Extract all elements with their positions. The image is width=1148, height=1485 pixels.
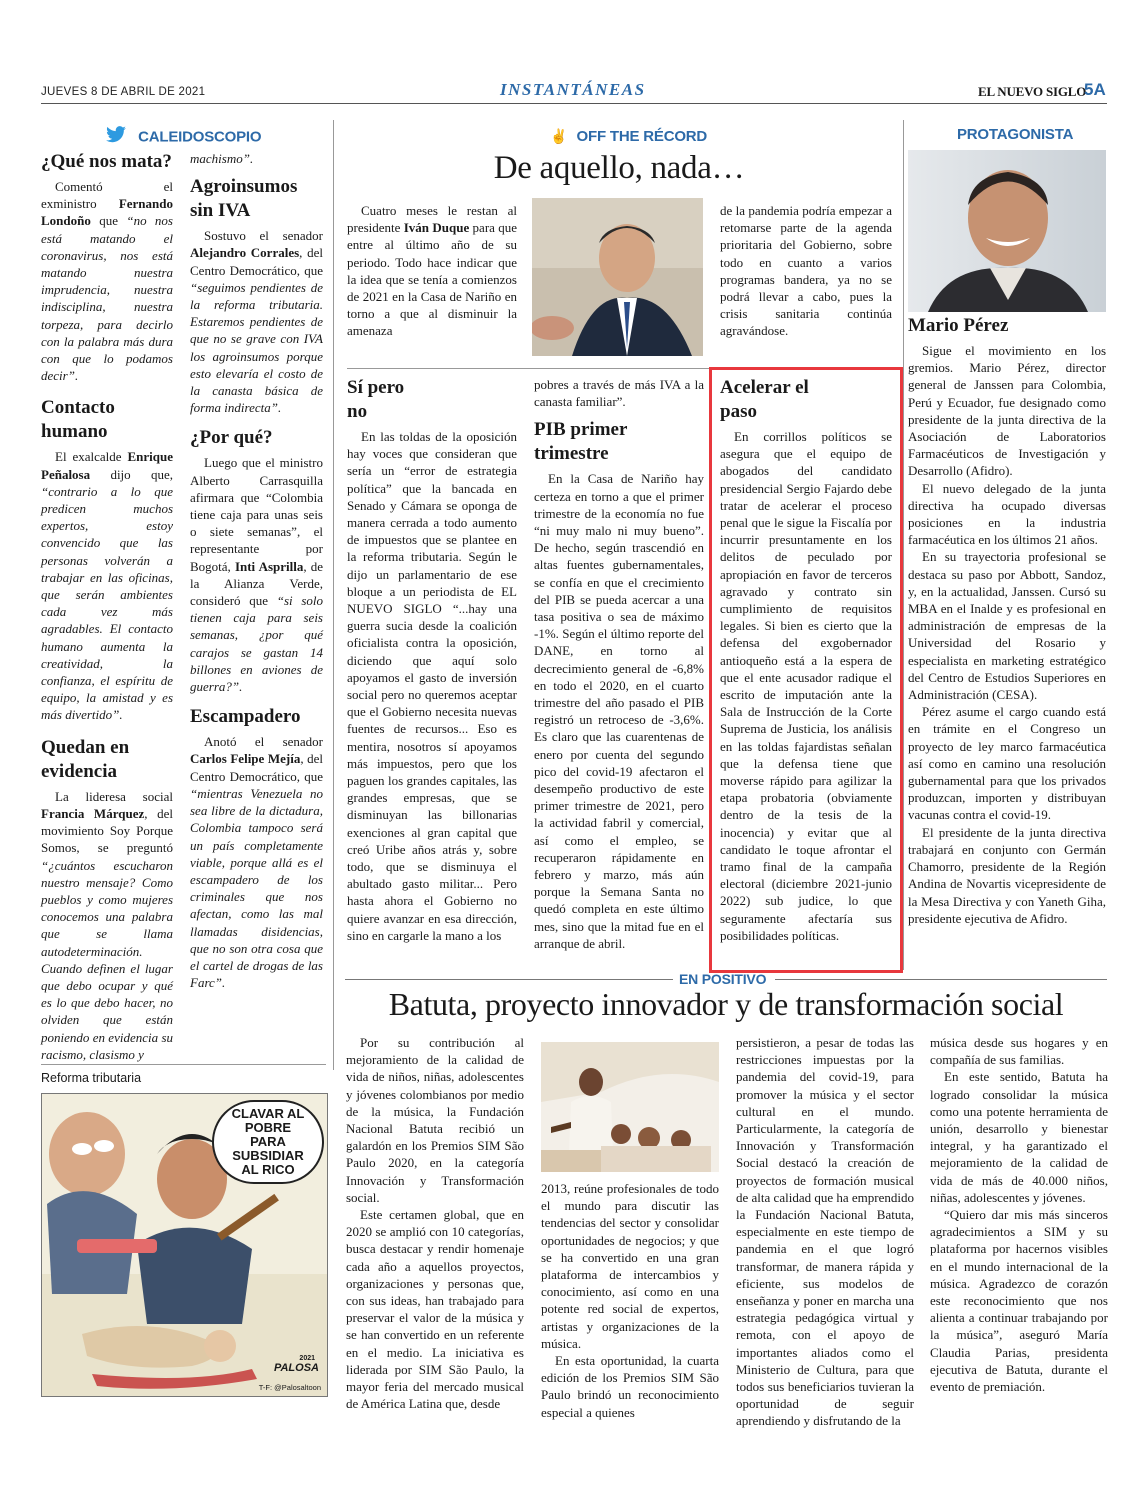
section-masthead: INSTANTÁNEAS xyxy=(500,80,646,99)
item-title: Contacto humano xyxy=(41,397,115,443)
offrecord-col3: de la pandemia podría empezar a retomarse parte de la agenda prioritaria del Gobierno, sobre todo en cuanto a varios programas bandera, ya no se podrá llevar a cabo, pues la crisis sanitaria continúa agravándose. xyxy=(720,203,892,339)
item-text: La lideresa social Francia Márquez, del movimiento Soy Porque Somos, se preguntó “¿cuántos escucharon nuestro mensaje? Como pueblos y como mujeres conocemos una palabra que se llama autodeterminación. Cuando definen el lugar que debo ocupar y qué es lo que debo hacer, no olviden que están poniendo en evidencia su racismo, clasismo y xyxy=(41,788,173,1062)
caleidoscopio-col-b xyxy=(190,150,323,991)
cartoon-signature: PALOSA xyxy=(273,1362,319,1374)
header-date: JUEVES 8 DE ABRIL DE 2021 xyxy=(41,86,206,98)
batuta-col1: Por su contribución al mejoramiento de la calidad de vida de niños, niñas, adolescentes y jóvenes colombianos por medio de la música, la Fundación Nacional Batuta recibió un galardón en los Premios SIM São Paulo 2020, en la categoría Innovación y Transformación social. Este certamen global, que en 2020 se amplió con 10 categorías, busca destacar y rendir homenaje cada año a aquellos proyectos, organizaciones y personas que, con sus ideas, han trabajado para preservar el valor de la música y se han convertido en un referente en el medio. La iniciativa es liderada por SIM São Paulo, la mayor feria del mercado musical de América Latina que, desde xyxy=(346,1035,524,1412)
pib-pretext: pobres a través de más IVA a la canasta familiar”. xyxy=(534,377,704,410)
divider-left xyxy=(333,120,334,1070)
offrecord-label xyxy=(550,126,707,145)
acelerar-title: Acelerar el paso xyxy=(720,377,809,422)
acelerar-text: En corrillos políticos se asegura que el equipo de abogados del candidato presidencial Sergio Fajardo debe tratar de acelerar el proceso penal que le sigue la Fiscalía por incurrir presuntamente en los delitos de peculado por apropiación en favor de terceros agravado y contrato sin cumplimiento de requisitos legales. Si bien es cierto que la defensa del exgobernador antioqueño está a la espera de que el ente acusador radique el escrito de imputación ante la Sala de Instrucción de la Corte Suprema de Justicia, los análisis en las toldas fajardistas señalan que la defensa tiene que moverse rápido para agilizar la etapa probatoria (obviamente dentro de la tesis de la inocencia) y evitar que al candidato le toque afrontar el tramo final de la campaña electoral (diciembre 2021-junio 2022) sub judice, lo que seguramente afectaría sus posibilidades políticas. xyxy=(720,429,892,943)
enpositivo-rule-left xyxy=(345,979,673,980)
batuta-col2: 2013, reúne profesionales de todo el mundo para discutir las tendencias del sector y consolidar oportunidades de negocios; y que se ha convertido en una gran plataforma de intercambios y conocimiento, así como en una potente red social de expertos, artistas y organizaciones de la música. En esta oportunidad, la cuarta edición de los Premios SIM São Paulo brindó un reconocimiento especial a quienes xyxy=(541,1181,719,1420)
si-pero-no xyxy=(347,376,517,944)
acelerar-block xyxy=(720,376,892,944)
enpositivo-headline: Batuta, proyecto innovador y de transformación social xyxy=(388,986,1064,1022)
item-title: ¿Qué nos mata? xyxy=(41,151,172,172)
page-number: 5A xyxy=(1084,80,1106,99)
batuta-col4: música desde sus hogares y en compañía de sus familias. En este sentido, Batuta ha logrado consolidar la música como una potente herramienta de unión, desarrollo y bienestar integral, y ha garantizado el mejoramiento de la calidad de vida de más de 40.000 niños, niñas, adolescentes y jóvenes. “Quiero dar mis más sinceros agradecimientos a SIM y su plataforma por hacernos visibles en el mundo internacional de la música. Agradezco de corazón este reconocimiento que nos alienta a continuar trabajando por la música”, aseguró María Claudia Parias, presidenta ejecutiva de Batuta, durante el evento de premiación. xyxy=(930,1035,1108,1395)
offrecord-label-text: OFF THE RÉCORD xyxy=(576,128,708,145)
item-title: Escampadero xyxy=(190,706,301,728)
mario-perez-photo xyxy=(908,150,1106,312)
twitter-icon xyxy=(105,126,127,148)
hand-icon: ✌ xyxy=(550,129,568,145)
si-pero-text: En las toldas de la oposición hay voces que consideran que sería un “error de estrategia política” que la bancada en Senado y Cámara se oponga de manera cerrada a todo aumento de impuestos que se plantee en la reforma tributaria. Según le dijo un parlamentario de ese bloque a un periodista de EL NUEVO SIGLO “...hay una guerra sucia desde la coalición oficialista contra la oposición, diciendo que aquí solo apoyamos el gasto de inversión social pero no queremos aceptar que el Gobierno necesita nuevas fuentes de recursos... Eso es mentira, nosotros sí apoyamos más impuestos, pero que los paguen los grandes capitales, las grandes empresas, que se disminuyan las billonarias exenciones al gran capital que creó Uribe años atrás y, sobre todo, que se disminuya el abultado gasto militar... Pero hasta ahora el Gobierno no quiere avanzar en esa dirección, sino en cargarle la mano a los xyxy=(347,429,517,943)
cartoon-rule xyxy=(41,1064,326,1065)
paper-name: EL NUEVO SIGLO xyxy=(978,84,1087,99)
divider-right xyxy=(903,120,904,970)
cartoon-caption: Reforma tributaria xyxy=(41,1071,142,1085)
enpositivo-rule-right xyxy=(775,979,1107,980)
item-text: Luego que el ministro Alberto Carrasquilla afirmara que “Colombia tiene caja para unas seis o siete semanas”, el representante por Bogotá, Inti Asprilla, de la Alianza Verde, consideró que “si solo tienen caja para seis semanas, ¿por qué carajos se gastan 14 billones en aviones de guerra?”. xyxy=(190,455,323,695)
speech-bubble-text: CLAVAR AL POBRE PARA SUBSIDIAR AL RICO xyxy=(231,1106,305,1177)
offrecord-col1: Cuatro meses le restan al presidente Iván Duque para que entre al último año de su periodo. Todo hace indicar que la idea que se tenía a comienzos de 2021 en la Casa de Nariño en torno a que al disminuir la amenaza xyxy=(347,203,518,339)
item-text: Anotó el senador Carlos Felipe Mejía, del Centro Democrático, que “mientras Venezuela no sea libre de la dictadura, Colombia tampoco será un país completamente viable, porque allá es el escampadero de los criminales que nos afectan, como las mal llamadas disidencias, que no son otra cosa que el cartel de drogas de las Farc”. xyxy=(190,734,323,991)
item-title: Agroinsumos sin IVA xyxy=(190,176,298,222)
item-text: Comentó el exministro Fernando Londoño que “no nos está matando el coronavirus, nos está matando nuestra imprudencia, nuestra indisciplina, nuestra torpeza, para decirlo con la palabra más dura con que lo podamos decir”. xyxy=(41,179,173,384)
caleidoscopio-col-a xyxy=(41,150,173,1063)
caleidoscopio-label-text: CALEIDOSCOPIO xyxy=(138,128,262,146)
header-rule xyxy=(41,103,1107,104)
item-continuation: machismo”. xyxy=(190,151,254,166)
cartoon-year: 2021 xyxy=(299,1355,315,1362)
speech-bubble xyxy=(212,1100,324,1184)
pib-text: En la Casa de Nariño hay certeza en torno a que el primer trimestre de la economía no fue “ni muy malo ni muy bueno”. De hecho, según trascendió en altas fuentes gubernamentales, se confía en que el crecimiento del PIB se pueda acercar a una tasa positiva o sea de máximo -1%. Según el último reporte del DANE, en torno al decrecimiento general de -6,8% en todo el 2020, en el cuarto trimestre del año pasado el PIB registró un retroceso de -3,6%. Es claro que las cuarentenas de enero por cuenta del segundo pico del covid-19 afectaron el desempeño productivo de este primer trimestre de 2021, pero la actividad fabril y comercial, así como el empleo, se recuperaron rápidamente en febrero y marzo, más aún porque la Semana Santa no quedó completa en este último mes, sino que la mitad fue en el arranque de abril. xyxy=(534,471,704,951)
item-title: ¿Por qué? xyxy=(190,427,273,449)
protagonista-text: Sigue el movimiento en los gremios. Mario Pérez, director general de Janssen para Colombia, Perú y Ecuador, fue designado como presidente de la junta directiva de la Asociación de Laboratorios Farmacéuticos de Investigación y Desarrollo (Afidro). El nuevo delegado de la junta directiva ha ocupado diversas posiciones en la industria farmacéutica en los últimos 21 años. En su trayectoria profesional se destaca su paso por Abbott, Sandoz, y, en la actualidad, Janssen. Cursó su MBA en el Inalde y es profesional en administración de empresas de la Universidad del Rosario y especialista en marketing estratégico del Centro de Estudios Superiores en Administración (CESA). Pérez asume el cargo cuando está en trámite en el Congreso un proyecto de ley marco farmacéutica así como en camino una resolución gubernamental para que los privados produzcan, importen y distribuyan vacunas contra el covid-19. El presidente de la junta directiva trabajará en conjunto con Germán Chamorro, presidente de la Región Andina de Novartis vicepresidente de la Mesa Directiva y con Yaneth Giha, presidente ejecutiva de Afidro. xyxy=(908,343,1106,926)
duque-photo xyxy=(532,198,703,356)
item-title: Quedan en evidencia xyxy=(41,736,130,782)
protagonista-label: PROTAGONISTA xyxy=(957,126,1074,143)
batuta-col3: persistieron, a pesar de todas las restricciones impuestas por la pandemia del covid-19, para promover la música y el sector cultural en el mundo. Particularmente, la categoría de Innovación y Transformación Social destacó la creación de proyectos de formación musical de alta calidad que ha emprendido la Fundación Nacional Batuta, especialmente en este tiempo de pandemia en el que logró transformar, de manera rápida y eficiente, sus modelos de enseñanza y poner en marcha una estrategia pedagógica virtual y remota, con el apoyo de importantes aliados como el Ministerio de Cultura, para que todos sus beneficiarios tuvieran la oportunidad de seguir aprendiendo y disfrutando de la xyxy=(736,1035,914,1429)
cartoon-image xyxy=(41,1093,328,1397)
offrecord-headline: De aquello, nada… xyxy=(493,150,745,186)
item-text: Sostuvo el senador Alejandro Corrales, del Centro Democrático, que “seguimos pendientes de la reforma tributaria. Estaremos pendientes de que no se grave con IVA los agroinsumos porque esto elevaría el costo de la canasta básica de forma indirecta”. xyxy=(190,228,323,416)
item-text: El exalcalde Enrique Peñalosa dijo que, “contrario a lo que predicen muchos expertos, estoy convencido que las personas volverán a trabajar en las oficinas, que serán ambientes cada vez más agradables. El contacto humano aumenta la creatividad, la confianza, el espíritu de equipo, la amistad y es más divertido”. xyxy=(41,449,173,723)
cartoon-credit: T-F: @Palosaltoon xyxy=(258,1383,321,1392)
enpositivo-label: EN POSITIVO xyxy=(679,971,767,987)
protagonista-name: Mario Pérez xyxy=(908,315,1009,336)
caleidoscopio-label xyxy=(105,126,261,148)
batuta-photo xyxy=(541,1042,719,1172)
pib-title: PIB primer trimestre xyxy=(534,419,628,465)
si-pero-title: Sí pero no xyxy=(347,377,405,422)
pib-block xyxy=(534,376,704,952)
